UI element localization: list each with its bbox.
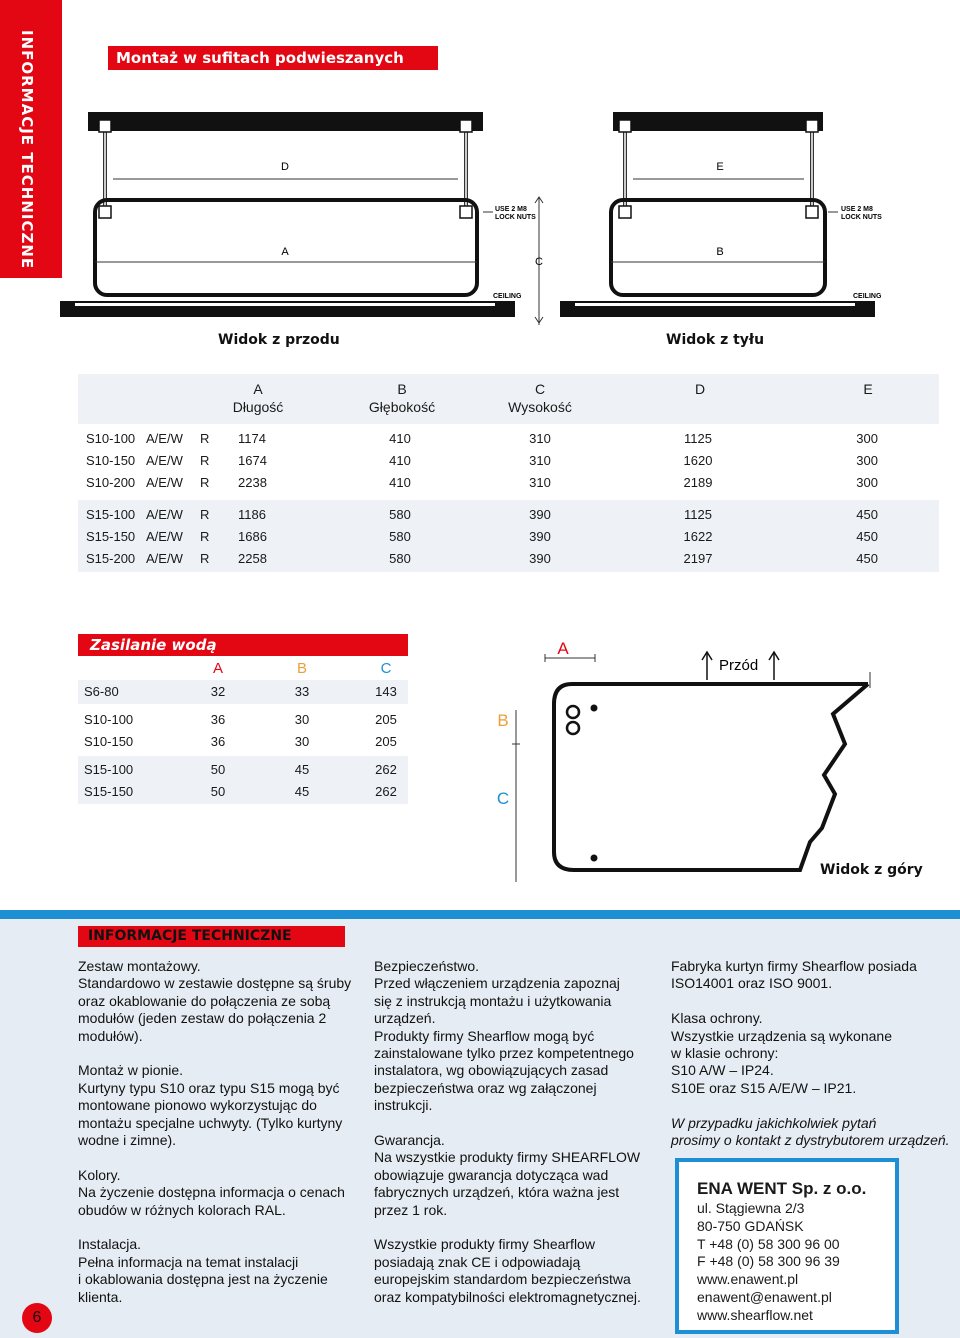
dim-cell: 580 (389, 507, 411, 522)
top-label-a: A (557, 639, 569, 658)
tech-line: Produkty firmy Shearflow mogą być (374, 1027, 595, 1044)
front-view-diagram (55, 100, 536, 330)
dim-cell: 410 (389, 431, 411, 446)
tech-line: klienta. (78, 1288, 123, 1305)
tech-line: Klasa ochrony. (671, 1010, 763, 1027)
label-b: B (716, 246, 724, 258)
top-bracket (613, 112, 823, 131)
tech-line: montażu specjalne uchwyty. (Tylko kurtyny (78, 1114, 343, 1131)
water-cell: 262 (375, 784, 397, 799)
tech-line: Kurtyny typu S10 oraz typu S15 mogą być (78, 1079, 340, 1096)
water-title: Zasilanie wodą (90, 636, 217, 654)
dim-cell: S15-200 (86, 551, 136, 566)
contact-line: T +48 (0) 58 300 96 00 (697, 1235, 840, 1252)
tech-line: S10E oraz S15 A/E/W – IP21. (671, 1079, 857, 1096)
tech-title-bar (78, 926, 345, 947)
dim-cell: R (200, 529, 210, 544)
side-tab (0, 0, 62, 278)
dim-cell: R (200, 507, 210, 522)
label-a: A (281, 246, 289, 258)
tech-line: Standardowo w zestawie dostępne są śruby (78, 975, 352, 992)
tech-line: montowane pionowo wykorzystując do (78, 1097, 317, 1114)
header-b: B Głębokość (368, 381, 436, 415)
dim-cell: S10-200 (86, 475, 136, 490)
tech-line: i okablowania dostępna jest na życzenie (78, 1271, 328, 1288)
tech-column-1 (78, 958, 363, 1323)
water-cell: 143 (375, 684, 397, 699)
tech-paragraph (78, 1062, 363, 1149)
tech-paragraph (78, 1236, 363, 1306)
tech-paragraph (78, 958, 363, 1045)
tech-line: się z instrukcją montażu i użytkowania (374, 992, 612, 1009)
dim-cell: 410 (389, 475, 411, 490)
front-label: Przód (719, 657, 759, 674)
label-d: D (281, 161, 289, 173)
dim-cell: R (200, 551, 210, 566)
tech-line: Wszystkie urządzenia są wykonane (671, 1027, 892, 1044)
side-tab-label: INFORMACJE TECHNICZNE (18, 30, 36, 270)
dim-cell: R (200, 475, 210, 490)
tech-line: instalatora, wg obowiązujących zasad (374, 1062, 609, 1079)
water-cell: 50 (210, 762, 226, 777)
water-cell: 205 (375, 734, 397, 749)
tech-line: Na wszystkie produkty firmy SHEARFLOW (374, 1149, 641, 1166)
tech-paragraph (374, 1236, 659, 1306)
contact-line: www.enawent.pl (697, 1271, 799, 1288)
italic-note-line: W przypadku jakichkolwiek pytań (671, 1115, 877, 1131)
tech-line: Fabryka kurtyn firmy Shearflow posiada (671, 958, 917, 974)
contact-line: www.shearflow.net (697, 1306, 813, 1323)
dim-cell: A/E/W (146, 453, 183, 468)
tech-line: Przed włączeniem urządzenia zapoznaj (374, 975, 620, 992)
connection-upper (567, 706, 579, 718)
tech-line: urządzeń. (374, 1010, 436, 1027)
dim-cell: R (200, 453, 210, 468)
dim-cell: S10-100 (86, 431, 136, 446)
dim-cell: 450 (856, 529, 878, 544)
note-line-2: LOCK NUTS (495, 214, 536, 221)
tech-line: obudów w różnych kolorach RAL. (78, 1201, 286, 1218)
water-cell: S15-150 (84, 784, 134, 799)
dim-cell: S15-100 (86, 507, 136, 522)
lock-nut-right (460, 206, 472, 218)
tech-line: obowiązuje gwarancja dotycząca wad (374, 1166, 609, 1183)
dim-cell: 390 (529, 529, 551, 544)
dim-cell: 390 (529, 551, 551, 566)
tech-line: S10 A/W – IP24. (671, 1062, 774, 1079)
water-cell: 50 (210, 784, 226, 799)
water-title-bar (78, 634, 408, 656)
tech-paragraph (374, 1132, 659, 1219)
tech-line: Kolory. (78, 1166, 121, 1183)
dim-cell: 580 (389, 529, 411, 544)
dim-cell: 310 (529, 475, 551, 490)
tech-line: instrukcji. (374, 1097, 433, 1114)
water-cell: S10-100 (84, 712, 134, 727)
dim-cell: A/E/W (146, 507, 183, 522)
tech-line: ISO14001 oraz ISO 9001. (671, 975, 833, 992)
dim-cell: 580 (389, 551, 411, 566)
label-e: E (716, 161, 724, 173)
italic-note-line: prosimy o kontakt z dystrybutorem urządzeń. (671, 1132, 950, 1149)
italic-note (671, 1115, 956, 1150)
dim-cell: A/E/W (146, 551, 183, 566)
unit-outline-top (554, 684, 868, 870)
label-c: C (535, 256, 543, 268)
tech-line: modułów (jeden zestaw do połączenia 2 (78, 1010, 327, 1027)
dim-cell: 390 (529, 507, 551, 522)
water-header: C (380, 660, 392, 677)
tech-paragraph (671, 1010, 956, 1097)
water-cell: 36 (210, 734, 226, 749)
water-cell: 30 (294, 734, 310, 749)
tech-line: europejskim standardom bezpieczeństwa (374, 1271, 631, 1288)
top-bracket (88, 112, 483, 131)
tech-line: modułów). (78, 1027, 143, 1044)
dim-cell: 1620 (683, 453, 713, 468)
water-cell: 30 (294, 712, 310, 727)
note-line-1: USE 2 M8 (495, 206, 527, 213)
contact-line: enawent@enawent.pl (697, 1288, 832, 1305)
header-a: A Długość (232, 381, 284, 415)
dim-cell: 1622 (683, 529, 713, 544)
dim-cell: 1174 (238, 431, 266, 446)
page-number: 6 (22, 1303, 52, 1333)
tech-line: Na życzenie dostępna informacja o cenach (78, 1184, 345, 1201)
dim-cell: 2189 (683, 475, 713, 490)
dim-cell: 300 (856, 475, 878, 490)
tech-line: Pełna informacja na temat instalacji (78, 1253, 299, 1270)
dim-cell: 300 (856, 453, 878, 468)
dim-cell: 1125 (684, 507, 712, 522)
contact-line: 80-750 GDAŃSK (697, 1217, 804, 1234)
dim-cell: S10-150 (86, 453, 136, 468)
tech-paragraph (671, 958, 956, 993)
water-cell: 36 (210, 712, 226, 727)
water-cell: 33 (294, 684, 310, 699)
tech-line: posiadają znak CE i odpowiadają (374, 1253, 581, 1270)
dim-cell: 2238 (238, 475, 267, 490)
dim-cell: 310 (529, 431, 551, 446)
rear-view-diagram (555, 100, 895, 330)
water-cell: S6-80 (84, 684, 119, 699)
dim-cell: A/E/W (146, 431, 183, 446)
header-d: D (694, 381, 706, 397)
tech-line: w klasie ochrony: (671, 1045, 779, 1062)
dim-cell: S15-150 (86, 529, 136, 544)
tech-column-2 (374, 958, 659, 1323)
top-label-c: C (496, 789, 510, 808)
dim-cell: 2258 (238, 551, 267, 566)
tech-line: oraz okablowanie do połączenia ze sobą (78, 992, 331, 1009)
tech-line: bezpieczeństwa oraz wg załączonej (374, 1079, 597, 1096)
dim-cell: R (200, 431, 210, 446)
tech-line: wodne i zimne). (78, 1132, 177, 1149)
dim-cell: A/E/W (146, 475, 183, 490)
tech-column-3 (671, 958, 956, 1115)
tech-line: fabrycznych urządzeń, która ważna jest (374, 1184, 620, 1201)
tech-line: Montaż w pionie. (78, 1062, 184, 1079)
dim-cell: 310 (529, 453, 551, 468)
dim-cell: 1186 (238, 507, 266, 522)
tech-line: Wszystkie produkty firmy Shearflow (374, 1236, 595, 1253)
dimensions-table (78, 374, 939, 574)
tech-paragraph (374, 958, 659, 1115)
dim-cell: 2197 (683, 551, 713, 566)
dim-cell: 1674 (238, 453, 267, 468)
top-view-diagram (490, 632, 940, 887)
water-cell: 45 (294, 762, 310, 777)
water-cell: 262 (375, 762, 397, 777)
tech-paragraph (78, 1167, 363, 1219)
water-cell: S15-100 (84, 762, 134, 777)
water-header: B (296, 660, 307, 677)
contact-line: F +48 (0) 58 300 96 39 (697, 1253, 840, 1270)
tech-line: Bezpieczeństwo. (374, 958, 480, 974)
water-table (78, 656, 408, 806)
ceiling-label: CEILING (493, 293, 522, 300)
tech-line: oraz kompatybilności elektromagnetycznej. (374, 1288, 641, 1305)
contact-box (675, 1158, 899, 1334)
ceiling-label: CEILING (853, 293, 882, 300)
tech-line: przez 1 rok. (374, 1201, 448, 1218)
company-name: ENA WENT Sp. z o.o. (697, 1179, 867, 1198)
dim-cell: A/E/W (146, 529, 183, 544)
water-cell: 45 (294, 784, 310, 799)
note-line-1: USE 2 M8 (841, 206, 873, 213)
water-cell: 205 (375, 712, 397, 727)
dim-cell: 410 (389, 453, 411, 468)
dim-cell: 450 (856, 551, 878, 566)
water-cell: S10-150 (84, 734, 134, 749)
top-view-caption: Widok z góry (820, 862, 923, 878)
header-e: E (863, 381, 873, 397)
connection-lower (567, 722, 579, 734)
tech-line: Gwarancja. (374, 1132, 445, 1149)
dim-cell: 300 (856, 431, 878, 446)
tech-title: INFORMACJE TECHNICZNE (88, 928, 292, 944)
water-cell: 32 (210, 684, 226, 699)
mount-title: Montaż w sufitach podwieszanych (116, 49, 404, 67)
height-dimension (525, 195, 555, 330)
header-c: C Wysokość (508, 381, 572, 415)
rear-view-caption: Widok z tyłu (666, 332, 765, 348)
mount-title-bar (108, 46, 438, 70)
dim-cell: 450 (856, 507, 878, 522)
contact-line: ul. Stągiewna 2/3 (697, 1200, 805, 1216)
water-header: A (212, 660, 223, 677)
tech-line: zainstalowane tylko przez kompetentnego (374, 1045, 634, 1062)
dim-cell: 1125 (684, 431, 712, 446)
tech-line: Zestaw montażowy. (78, 958, 201, 974)
lock-nut-left (99, 206, 111, 218)
top-label-b: B (497, 711, 509, 730)
dim-cell: 1686 (238, 529, 267, 544)
tech-line: Instalacja. (78, 1236, 142, 1253)
note-line-2: LOCK NUTS (841, 214, 882, 221)
front-view-caption: Widok z przodu (218, 332, 340, 348)
